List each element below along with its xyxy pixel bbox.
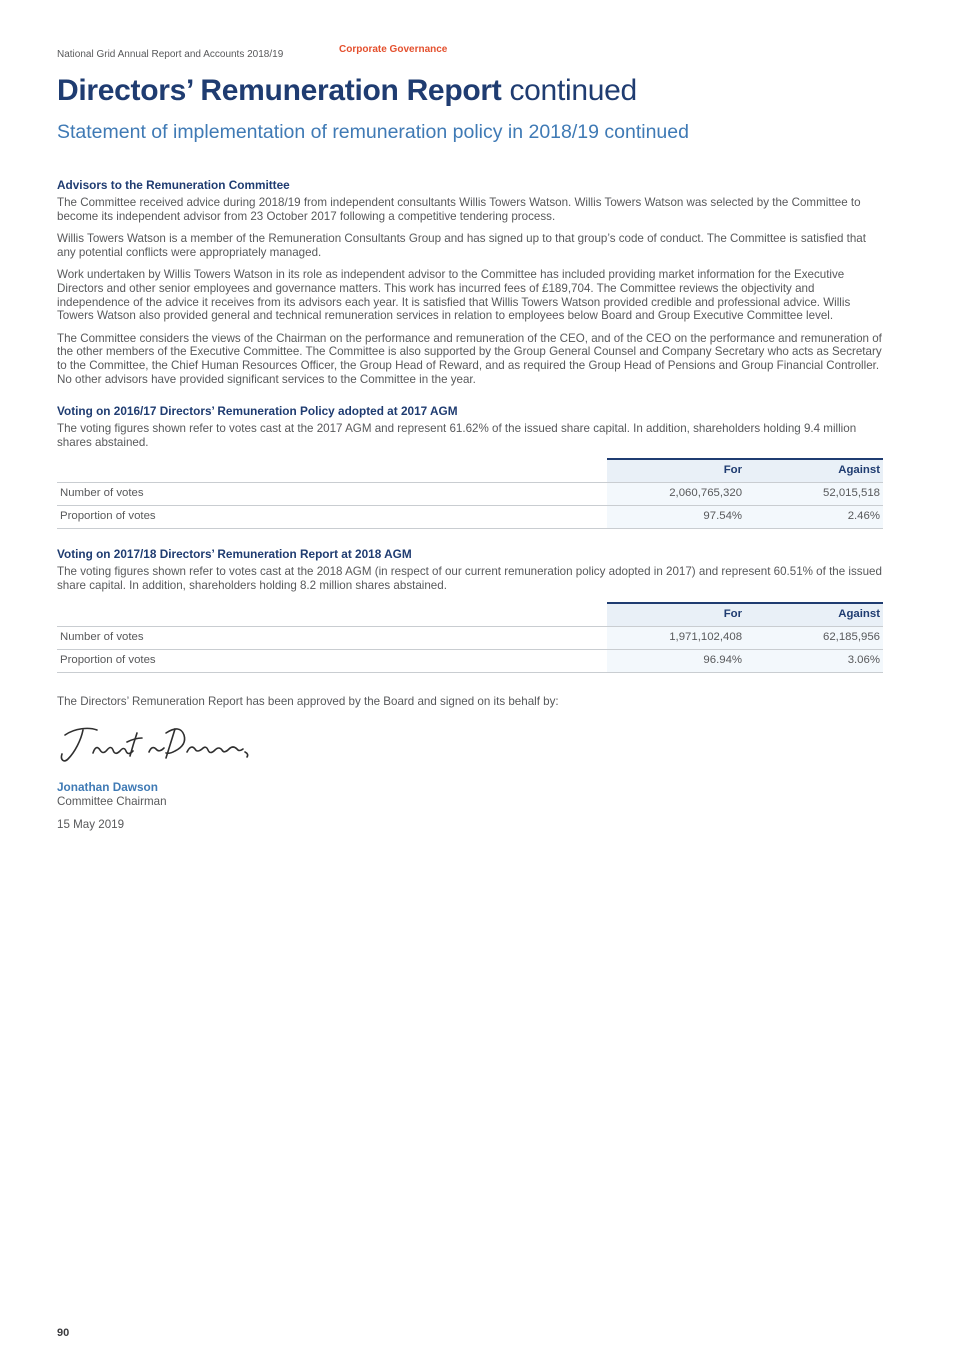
table-header-row bbox=[57, 603, 883, 627]
table-row bbox=[57, 483, 883, 506]
table-header-row bbox=[57, 459, 883, 483]
table-header-against: Against bbox=[745, 603, 883, 627]
row-for-value: 97.54% bbox=[607, 506, 745, 529]
page-subtitle: Statement of implementation of remuneration policy in 2018/19 continued bbox=[57, 121, 689, 143]
table-header-for: For bbox=[607, 459, 745, 483]
advisors-paragraph-3: Work undertaken by Willis Towers Watson in its role as independent advisor to the Committee has included providing market information for the Executive Directors and other senior employees and governance matters. This work has incurred fees of £189,704. The Committee reviews the objectivity and independence of the advice it receives from its advisors each year. It is satisfied that Willis Towers Watson provided credible and professional advice. Willis Towers Watson also provided general and technical remuneration services in relation to employees below Board and Group Executive Committee level. bbox=[57, 268, 851, 323]
signature-svg bbox=[59, 720, 254, 772]
page-title-continued: continued bbox=[501, 74, 637, 107]
heading-voting-2017: Voting on 2016/17 Directors’ Remuneration Policy adopted at 2017 AGM bbox=[57, 404, 458, 419]
signatory-name: Jonathan Dawson bbox=[57, 780, 158, 795]
row-label: Proportion of votes bbox=[57, 506, 607, 529]
row-against-value: 2.46% bbox=[745, 506, 883, 529]
heading-advisors: Advisors to the Remuneration Committee bbox=[57, 178, 290, 192]
voting-2017-intro: The voting figures shown refer to votes cast at the 2017 AGM and represent 61.62% of the issued share capital. In addition, shareholders holding 9.4 million shares abstained. bbox=[57, 422, 857, 449]
table-row bbox=[57, 626, 883, 649]
voting-table-2018 bbox=[57, 602, 883, 673]
signatory-title: Committee Chairman bbox=[57, 795, 167, 809]
table-header-empty bbox=[57, 459, 607, 483]
voting-2018-intro: The voting figures shown refer to votes cast at the 2018 AGM (in respect of our current remuneration policy adopted in 2017) and represent 60.51% of the issued share capital. In addition, shareholders holding 8.2 million shares abstained. bbox=[57, 565, 882, 592]
page-header bbox=[57, 44, 883, 58]
page-title bbox=[57, 74, 883, 108]
row-for-value: 2,060,765,320 bbox=[607, 483, 745, 506]
row-against-value: 3.06% bbox=[745, 649, 883, 672]
advisors-paragraph-1: The Committee received advice during 2018/19 from independent consultants Willis Towers Watson. Willis Towers Watson was selected by the Committee to become its independent advisor from 23 October 2017 following a competitive tendering process. bbox=[57, 196, 861, 223]
table-row bbox=[57, 649, 883, 672]
heading-voting-2018: Voting on 2017/18 Directors’ Remuneration Report at 2018 AGM bbox=[57, 547, 412, 562]
row-against-value: 62,185,956 bbox=[745, 626, 883, 649]
table-header-for: For bbox=[607, 603, 745, 627]
row-label: Proportion of votes bbox=[57, 649, 607, 672]
row-for-value: 1,971,102,408 bbox=[607, 626, 745, 649]
table-header-empty bbox=[57, 603, 607, 627]
advisors-paragraph-2: Willis Towers Watson is a member of the Remuneration Consultants Group and has signed up to that group’s code of conduct. The Committee is satisfied that any potential conflicts were appropriately managed. bbox=[57, 232, 866, 259]
row-for-value: 96.94% bbox=[607, 649, 745, 672]
advisors-paragraph-4: The Committee considers the views of the Chairman on the performance and remuneration of the CEO, and of the CEO on the performance and remuneration of the other members of the Executive Committee. The Committee is also supported by the Group General Counsel and Company Secretary who acts as Secretary to the Committee, the Chief Human Resources Officer, the Group Head of Reward, and as required the Group Head of Pensions and Group Financial Controller. No other advisors have provided significant services to the Committee in the year. bbox=[57, 331, 882, 386]
signature-date: 15 May 2019 bbox=[57, 818, 125, 832]
table-row bbox=[57, 506, 883, 529]
section-label: Corporate Governance bbox=[339, 44, 448, 55]
page-title-bold: Directors’ Remuneration Report bbox=[57, 74, 502, 107]
page-number: 90 bbox=[57, 1327, 70, 1339]
table-header-against: Against bbox=[745, 459, 883, 483]
voting-table-2017 bbox=[57, 458, 883, 529]
report-name: National Grid Annual Report and Accounts 2018/19 bbox=[57, 49, 284, 60]
closing-statement: The Directors’ Remuneration Report has been approved by the Board and signed on its behalf by: bbox=[57, 694, 559, 708]
row-label: Number of votes bbox=[57, 483, 607, 506]
row-label: Number of votes bbox=[57, 626, 607, 649]
signature-image bbox=[59, 720, 883, 772]
row-against-value: 52,015,518 bbox=[745, 483, 883, 506]
